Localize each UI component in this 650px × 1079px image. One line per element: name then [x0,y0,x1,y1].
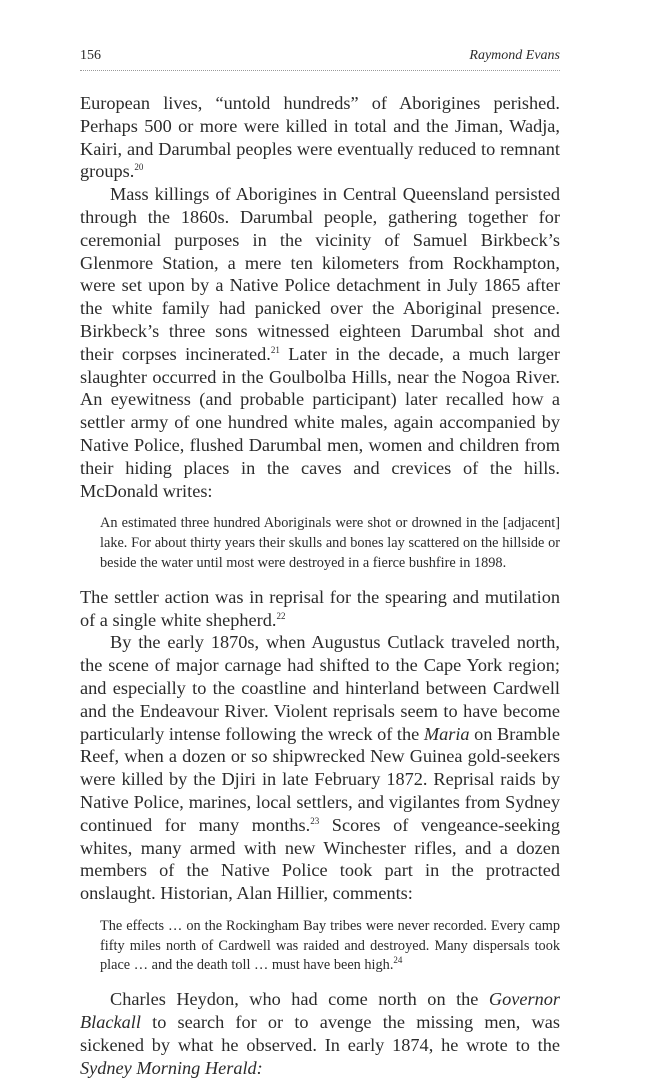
ship-name: Maria [423,723,470,744]
paragraph [80,586,560,632]
running-head-author: Raymond Evans [469,48,560,63]
footnote-marker: 23 [310,815,320,826]
block-quote [100,514,560,573]
spacer [80,976,560,988]
paragraph-text: European lives, “untold hundreds” of Aborigines perished. Perhaps 500 or more were killed in total and the Jiman, Wadja, Kairi, and Darumbal peoples were eventually reduced to remnant groups. [80,93,560,182]
paragraph [80,988,560,1079]
spacer [80,905,560,917]
paragraph [80,92,560,183]
spacer [80,502,560,514]
footnote-marker: 20 [134,162,144,173]
page-number: 156 [80,48,101,63]
paragraph-text: The settler action was in reprisal for the spearing and mutilation of a single white shepherd. [80,586,560,630]
header-rule [80,70,560,71]
quote-text: The effects … on the Rockingham Bay tribes were never recorded. Every camp fifty miles north of Cardwell was raided and destroyed. Many dispersals took place … and the death toll … must have been high. [100,917,560,974]
newspaper-name: Sydney Morning Herald: [80,1057,263,1078]
paragraph-text: Charles Heydon, who had come north on the [110,989,489,1010]
paragraph-text: Mass killings of Aborigines in Central Queensland persisted through the 1860s. Darumbal people, gathering together for ceremonial purposes in the vicinity of Samuel Birkbeck’s Glenmore Station, a mere ten kilometers from Rockhampton, were set upon by a Native Police detachment in July 1865 after the white family had panicked over the Aboriginal presence. Birkbeck’s three sons witnessed eighteen Darumbal shot and their corpses incinerated. [80,184,560,364]
running-head [80,48,560,72]
spacer [80,574,560,586]
paragraph-text: Scores of vengeance-seeking whites, many armed with new Winchester rifles, and a dozen members of the Native Police took part in the protracted onslaught. Historian, Alan Hillier, comments: [80,814,560,904]
block-quote [100,917,560,976]
footnote-marker: 22 [276,610,286,621]
footnote-marker: 24 [393,955,403,966]
paragraph-text: Later in the decade, a much larger slaughter occurred in the Goulbolba Hills, near the Nogoa River. An eyewitness (and probable participant) later recalled how a settler army of one hundred white males, again accompanied by Native Police, flushed Darumbal men, women and children from their hiding places in the caves and crevices of the hills. McDonald writes: [80,343,560,501]
paragraph-text: on Bramble Reef, when a dozen or so shipwrecked New Guinea gold-seekers were killed by the Djiri in late February 1872. Reprisal raids by Native Police, marines, local settlers, and vigilantes from Sydney continued for many months. [80,723,560,835]
paragraph [80,183,560,502]
body-text [80,92,560,1079]
paragraph-text: to search for or to avenge the missing men, was sickened by what he observed. In early 1874, he wrote to the [80,1012,560,1055]
paragraph [80,631,560,905]
quote-text: An estimated three hundred Aboriginals were shot or drowned in the [adjacent] lake. For about thirty years their skulls and bones lay scattered on the hillside or beside the water until most were destroyed in a fierce bushfire in 1898. [100,515,560,571]
ship-name: Governor Blackall [80,989,560,1033]
footnote-marker: 21 [270,344,280,355]
paragraph-text: By the early 1870s, when Augustus Cutlack traveled north, the scene of major carnage had shifted to the Cape York region; and especially to the coastline and hinterland between Cardwell and the Endeavour River. Violent reprisals seem to have become particularly intense following the wreck of the [80,632,560,744]
